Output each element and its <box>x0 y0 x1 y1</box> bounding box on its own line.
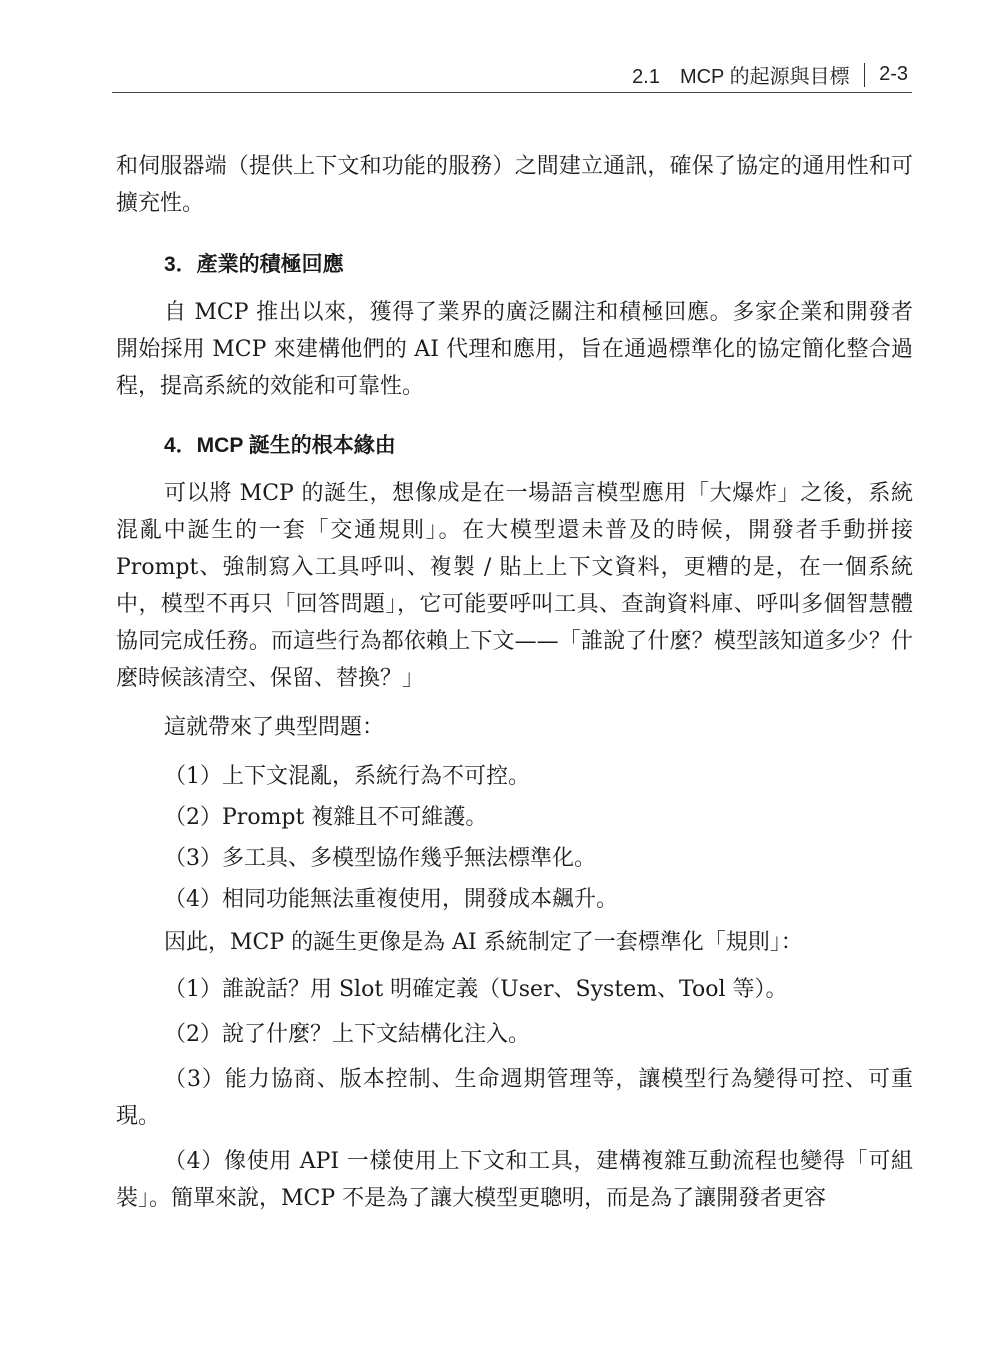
list-item: （2）說了什麼？上下文結構化注入。 <box>164 1022 530 1047</box>
paragraph-continuation: 和伺服器端（提供上下文和功能的服務）之間建立通訊，確保了協定的通用性和可擴充性。 <box>116 154 913 216</box>
list-item: （2）Prompt 複雜且不可維護。 <box>164 805 488 830</box>
heading-mcp-origin: 4．MCP 誕生的根本緣由 <box>164 434 396 457</box>
problems-list <box>116 758 913 918</box>
running-header <box>112 58 912 93</box>
header-separator <box>864 63 866 87</box>
page-body <box>116 148 913 1217</box>
header-page-number: 2-3 <box>879 63 908 85</box>
list-item: （3）多工具、多模型協作幾乎無法標準化。 <box>164 846 596 871</box>
list-item: （1）上下文混亂，系統行為不可控。 <box>164 764 530 789</box>
list-item: （4）像使用 API 一樣使用上下文和工具，建構複雜互動流程也變得「可組裝」。簡單來說，MCP 不是為了讓大模型更聰明，而是為了讓開發者更容 <box>116 1149 913 1211</box>
list-item: （4）相同功能無法重複使用，開發成本飆升。 <box>164 887 618 912</box>
rules-list <box>116 971 913 1217</box>
paragraph-mcp-origin: 可以將 MCP 的誕生，想像成是在一場語言模型應用「大爆炸」之後，系統混亂中誕生的一套「交通規則」。在大模型還未普及的時候，開發者手動拼接 Prompt、強制寫入工具呼叫、複製 / 貼上上下文資料，更糟的是，在一個系統中，模型不再只「回答問題」，它可能要呼叫工具、查詢資料庫、呼叫多個智慧體協同完成任務。而這些行為都依賴上下文——「誰說了什麼？模型該知道多少？什麼時候該清空、保留、替換？」 <box>116 481 913 691</box>
list-item: （1）誰說話？用 Slot 明確定義（User、System、Tool 等）。 <box>164 977 788 1002</box>
heading-industry-response: 3．產業的積極回應 <box>164 253 344 276</box>
list-item: （3）能力協商、版本控制、生命週期管理等，讓模型行為變得可控、可重現。 <box>116 1067 913 1129</box>
header-right <box>632 60 908 89</box>
header-section-title: 2.1 MCP 的起源與目標 <box>632 66 850 88</box>
paragraph-problems-intro: 這就帶來了典型問題： <box>164 715 385 740</box>
paragraph-rules-intro: 因此，MCP 的誕生更像是為 AI 系統制定了一套標準化「規則」： <box>164 930 803 955</box>
paragraph-industry-response: 自 MCP 推出以來，獲得了業界的廣泛關注和積極回應。多家企業和開發者開始採用 MCP 來建構他們的 AI 代理和應用，旨在通過標準化的協定簡化整合過程，提高系統的效能和可靠性。 <box>116 300 913 399</box>
